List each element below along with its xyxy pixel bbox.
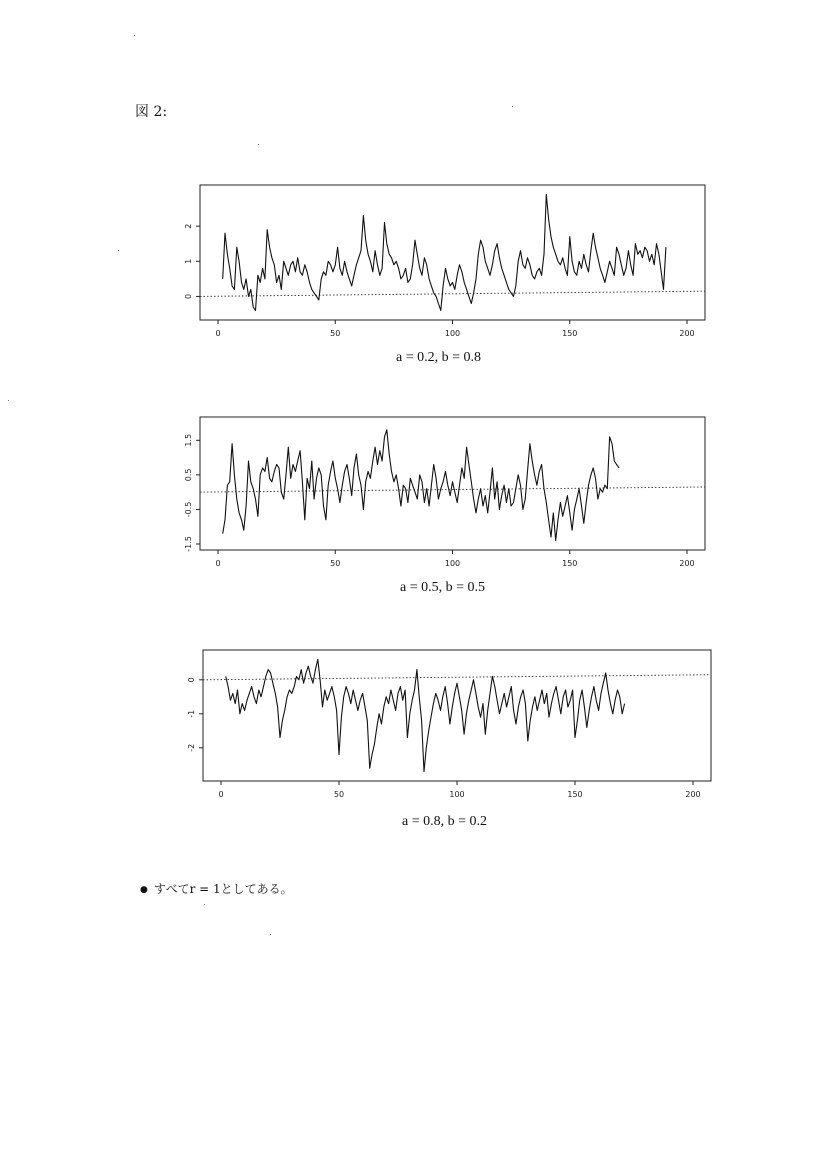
reference-line [200, 291, 705, 296]
y-tick-label: 1.5 [184, 433, 193, 447]
x-tick-label: 50 [333, 790, 345, 799]
x-tick-label: 0 [218, 790, 224, 799]
footnote-text: すべてr = 1としてある。 [153, 882, 293, 896]
caption-text-2: a = 0.5, b = 0.5 [400, 580, 486, 595]
y-tick-label: 2 [184, 223, 193, 229]
line-chart-1 [170, 180, 710, 350]
bullet-icon: ● [140, 885, 148, 895]
figure-title: 図 2: [135, 104, 168, 120]
y-tick-label: -1.5 [184, 536, 193, 552]
x-tick-label: 200 [685, 790, 701, 799]
caption-text-3: a = 0.8, b = 0.2 [402, 814, 488, 829]
reference-line [200, 487, 705, 492]
y-tick-label: 1 [184, 258, 193, 264]
series-line [223, 430, 619, 541]
scan-speck [258, 144, 259, 145]
series-line [223, 195, 666, 311]
x-tick-label: 100 [444, 559, 461, 568]
line-chart-3 [170, 644, 710, 814]
x-tick-label: 50 [330, 559, 341, 568]
caption-text-1: a = 0.2, b = 0.8 [396, 350, 482, 365]
scan-speck [134, 35, 135, 36]
footnote [140, 880, 293, 897]
x-tick-label: 0 [215, 559, 221, 568]
x-tick-label: 100 [449, 790, 465, 799]
chart-panel-2 [170, 410, 710, 580]
scan-speck [270, 934, 271, 935]
y-tick-label: -1 [187, 709, 196, 718]
x-tick-label: 150 [562, 329, 578, 338]
y-tick-label: -0.5 [184, 501, 193, 518]
y-tick-label: 0 [187, 677, 196, 683]
reference-line [203, 675, 711, 680]
scan-speck [204, 904, 205, 905]
x-tick-label: 150 [567, 790, 583, 799]
x-tick-label: 50 [330, 329, 341, 338]
line-chart-2 [170, 410, 710, 580]
plot-frame [203, 650, 711, 781]
x-tick-label: 150 [562, 559, 578, 568]
x-tick-label: 200 [679, 559, 695, 568]
scan-speck [512, 106, 513, 107]
x-tick-label: 100 [444, 329, 461, 338]
y-tick-label: 0 [184, 293, 193, 299]
chart-panel-3 [170, 644, 710, 814]
x-tick-label: 200 [679, 329, 695, 338]
chart-panel-1 [170, 180, 710, 350]
y-tick-label: 0.5 [184, 468, 193, 482]
x-tick-label: 0 [215, 329, 221, 338]
scan-speck [8, 400, 9, 401]
scan-speck [118, 250, 119, 251]
y-tick-label: -2 [187, 743, 196, 752]
